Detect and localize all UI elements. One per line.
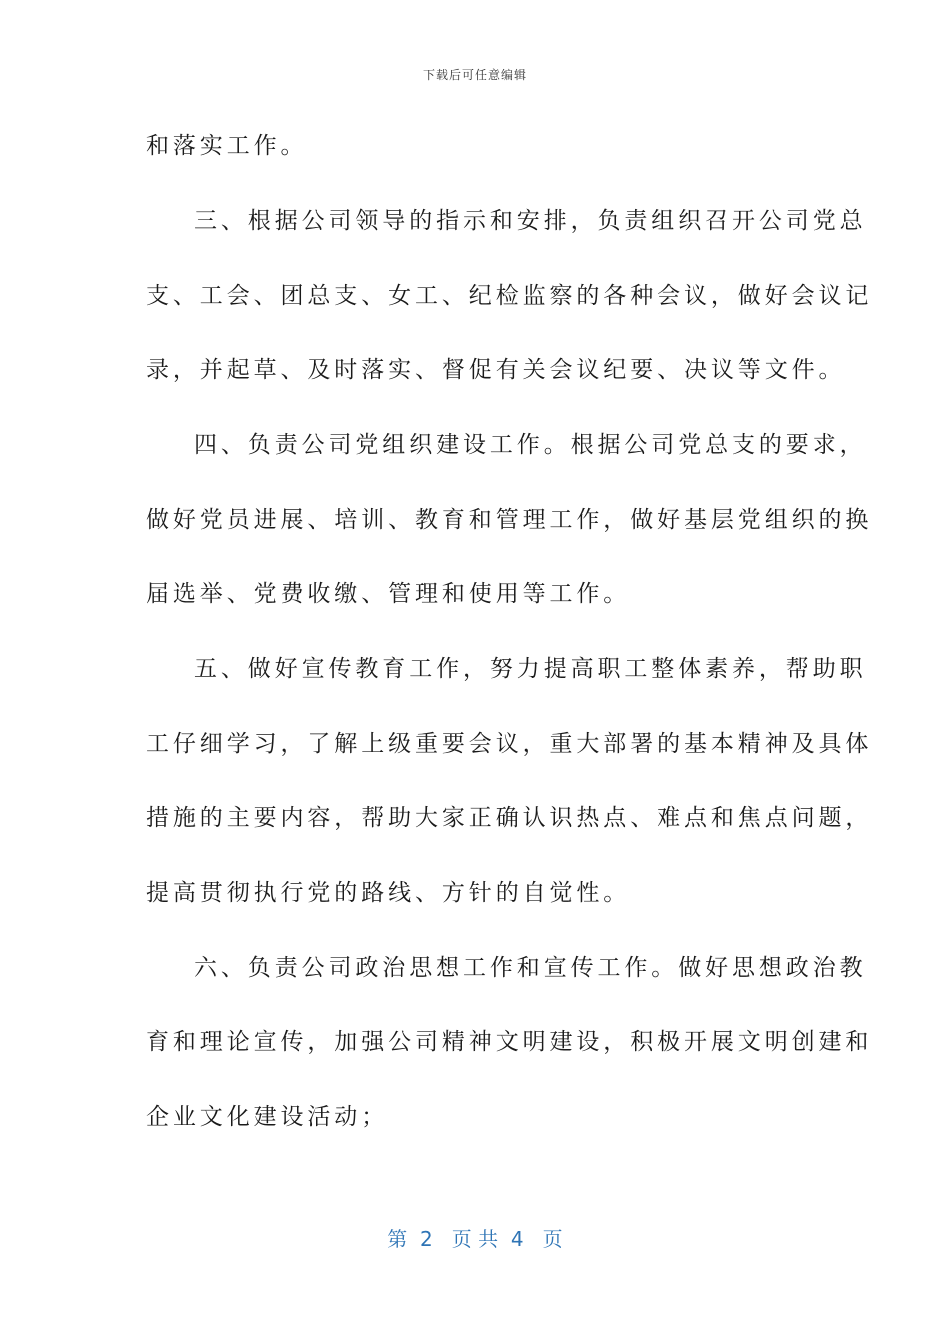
paragraph-six-line: 六、负责公司政治思想工作和宣传工作。做好思想政治教 [194,955,867,981]
text-line: 支、工会、团总支、女工、纪检监察的各种会议，做好会议记 [146,283,873,309]
text-line: 录，并起草、及时落实、督促有关会议纪要、决议等文件。 [146,357,846,383]
text-line: 和落实工作。 [146,133,308,159]
paragraph-four-line: 四、负责公司党组织建设工作。根据公司党总支的要求， [194,432,867,458]
text-line: 工仔细学习，了解上级重要会议，重大部署的基本精神及具体 [146,731,873,757]
text-line: 提高贯彻执行党的路线、方针的自觉性。 [146,880,631,906]
paragraph-five-line: 五、做好宣传教育工作，努力提高职工整体素养，帮助职 [194,656,867,682]
text-line: 届选举、党费收缴、管理和使用等工作。 [146,581,631,607]
page-footer: 第 2 页 共 4 页 [387,1227,563,1251]
text-line: 措施的主要内容，帮助大家正确认识热点、难点和焦点问题， [146,805,873,831]
page-header: 下载后可任意编辑 [422,68,527,82]
text-line: 做好党员进展、培训、教育和管理工作，做好基层党组织的换 [146,507,873,533]
text-line: 企业文化建设活动； [146,1104,389,1130]
paragraph-three-line: 三、根据公司领导的指示和安排，负责组织召开公司党总 [194,208,867,234]
text-line: 育和理论宣传，加强公司精神文明建设，积极开展文明创建和 [146,1029,873,1055]
